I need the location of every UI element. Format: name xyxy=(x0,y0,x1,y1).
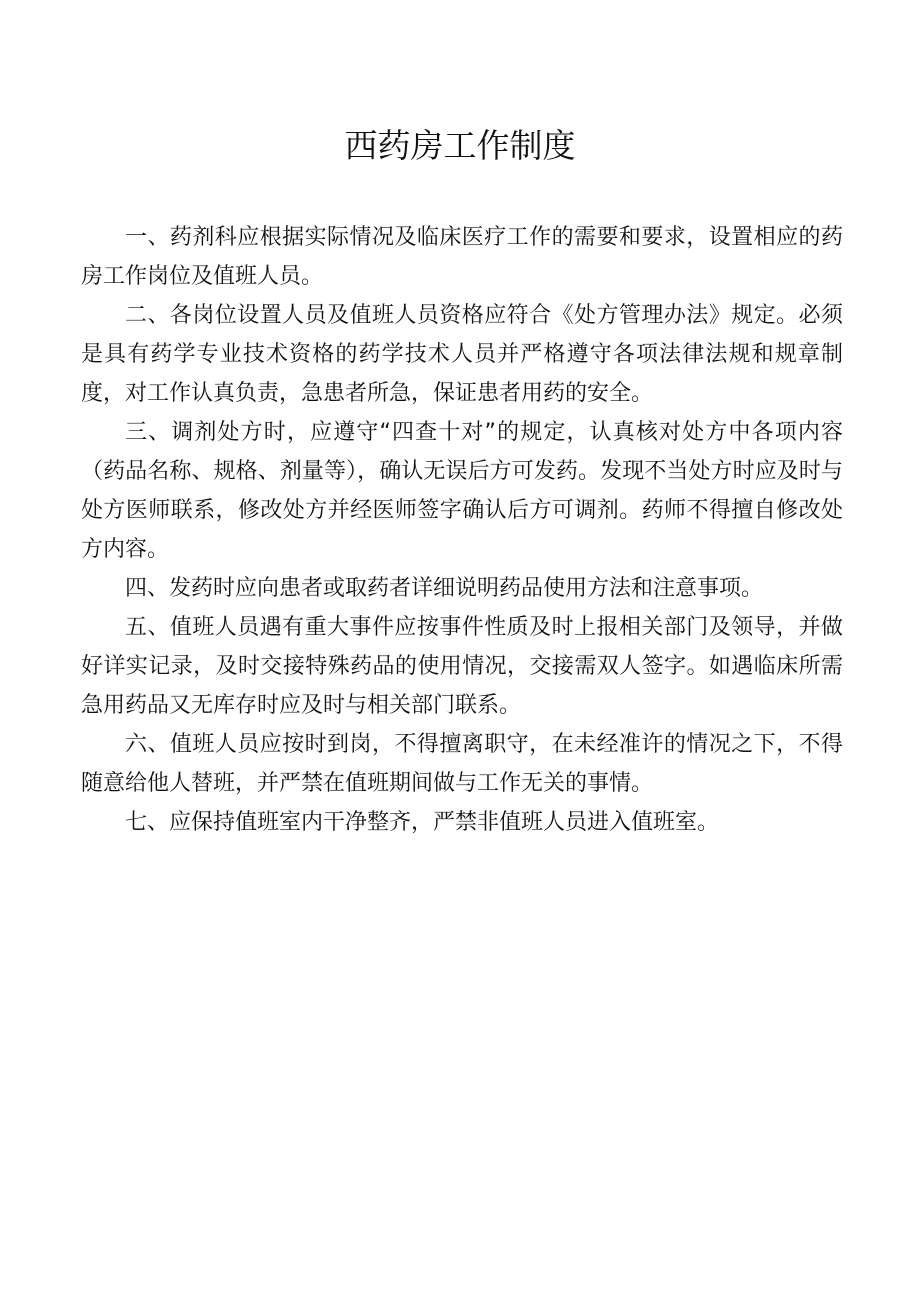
document-title: 西药房工作制度 xyxy=(344,126,576,165)
paragraph-3: 三、调剂处方时，应遵守“四查十对”的规定，认真核对处方中各项内容（药品名称、规格、剂量等），确认无误后方可发药。发现不当处方时应及时与处方医师联系，修改处方并经医师签字确认后方可调剂。药师不得擅自修改处方内容。 xyxy=(81,420,843,562)
paragraph-7: 七、应保持值班室内干净整齐，严禁非值班人员进入值班室。 xyxy=(125,810,720,835)
paragraph-5: 五、值班人员遇有重大事件应按事件性质及时上报相关部门及领导，并做好详实记录，及时交接特殊药品的使用情况，交接需双人签字。如遇临床所需急用药品又无库存时应及时与相关部门联系。 xyxy=(81,615,843,718)
paragraph-2: 二、各岗位设置人员及值班人员资格应符合《处方管理办法》规定。必须是具有药学专业技术资格的药学技术人员并严格遵守各项法律法规和规章制度，对工作认真负责，急患者所急，保证患者用药的安全。 xyxy=(81,303,843,406)
paragraph-4: 四、发药时应向患者或取药者详细说明药品使用方法和注意事项。 xyxy=(125,576,764,601)
paragraph-6: 六、值班人员应按时到岗，不得擅离职守，在未经准许的情况之下，不得随意给他人替班，并严禁在值班期间做与工作无关的事情。 xyxy=(81,732,843,796)
paragraph-1: 一、药剂科应根据实际情况及临床医疗工作的需要和要求，设置相应的药房工作岗位及值班人员。 xyxy=(81,225,843,289)
document-body xyxy=(81,218,843,842)
